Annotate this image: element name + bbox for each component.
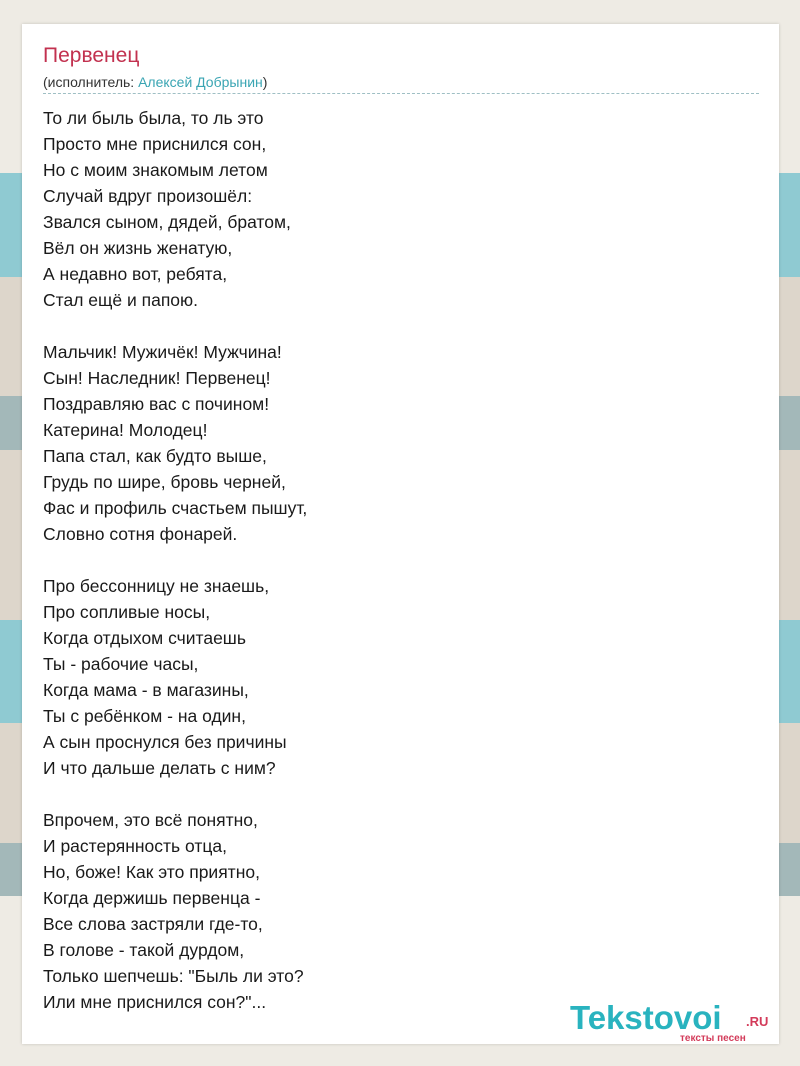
- lyric-line: Или мне приснился сон?"...: [43, 992, 267, 1012]
- lyric-line: Фас и профиль счастьем пышут,: [43, 498, 308, 518]
- lyric-line: Когда отдыхом считаешь: [43, 628, 246, 648]
- artist-link[interactable]: Алексей Добрынин: [138, 74, 263, 90]
- lyric-line: Про сопливые носы,: [43, 602, 211, 622]
- lyric-line: Ты с ребёнком - на один,: [43, 706, 246, 726]
- lyric-line: Звался сыном, дядей, братом,: [43, 212, 291, 232]
- lyric-line: Когда держишь первенца -: [43, 888, 261, 908]
- artist-line: [43, 73, 267, 91]
- site-logo[interactable]: [570, 1000, 780, 1046]
- lyric-line: В голове - такой дурдом,: [43, 940, 245, 960]
- lyric-line: И растерянность отца,: [43, 836, 228, 856]
- lyric-line: То ли быль была, то ль это: [43, 108, 264, 128]
- artist-suffix: ): [262, 74, 268, 90]
- title-divider: [43, 93, 759, 94]
- lyric-line: И что дальше делать с ним?: [43, 758, 276, 778]
- lyric-line: Поздравляю вас с почином!: [43, 394, 270, 414]
- lyric-line: Про бессонницу не знаешь,: [43, 576, 270, 596]
- lyric-line: Грудь по шире, бровь черней,: [43, 472, 286, 492]
- lyric-line: Словно сотня фонарей.: [43, 524, 238, 544]
- lyric-line: А сын проснулся без причины: [43, 732, 287, 752]
- lyric-line: Но с моим знакомым летом: [43, 160, 268, 180]
- lyric-line: Все слова застряли где-то,: [43, 914, 263, 934]
- lyric-line: Когда мама - в магазины,: [43, 680, 249, 700]
- lyric-line: Мальчик! Мужичёк! Мужчина!: [43, 342, 282, 362]
- logo-domain: .RU: [746, 1014, 769, 1029]
- lyric-line: Сын! Наследник! Первенец!: [43, 368, 271, 388]
- stanza-3: [43, 573, 307, 781]
- logo-tagline: тексты песен: [680, 1033, 746, 1044]
- artist-prefix: (исполнитель:: [43, 74, 139, 90]
- logo-wordmark: Tekstovoi: [570, 999, 722, 1036]
- lyric-line: Катерина! Молодец!: [43, 420, 208, 440]
- lyric-line: Только шепчешь: "Быль ли это?: [43, 966, 304, 986]
- song-title: Первенец: [43, 44, 140, 67]
- stanza-4: [43, 807, 307, 1015]
- stanza-2: [43, 339, 307, 547]
- lyrics-card: [22, 24, 779, 1044]
- lyric-line: Впрочем, это всё понятно,: [43, 810, 258, 830]
- lyric-line: А недавно вот, ребята,: [43, 264, 228, 284]
- lyric-line: Стал ещё и папою.: [43, 290, 199, 310]
- lyric-line: Но, боже! Как это приятно,: [43, 862, 260, 882]
- lyrics-text: [43, 105, 307, 1015]
- lyric-line: Случай вдруг произошёл:: [43, 186, 253, 206]
- lyric-line: Вёл он жизнь женатую,: [43, 238, 233, 258]
- lyric-line: Папа стал, как будто выше,: [43, 446, 267, 466]
- stanza-1: [43, 105, 307, 313]
- lyric-line: Просто мне приснился сон,: [43, 134, 267, 154]
- lyric-line: Ты - рабочие часы,: [43, 654, 199, 674]
